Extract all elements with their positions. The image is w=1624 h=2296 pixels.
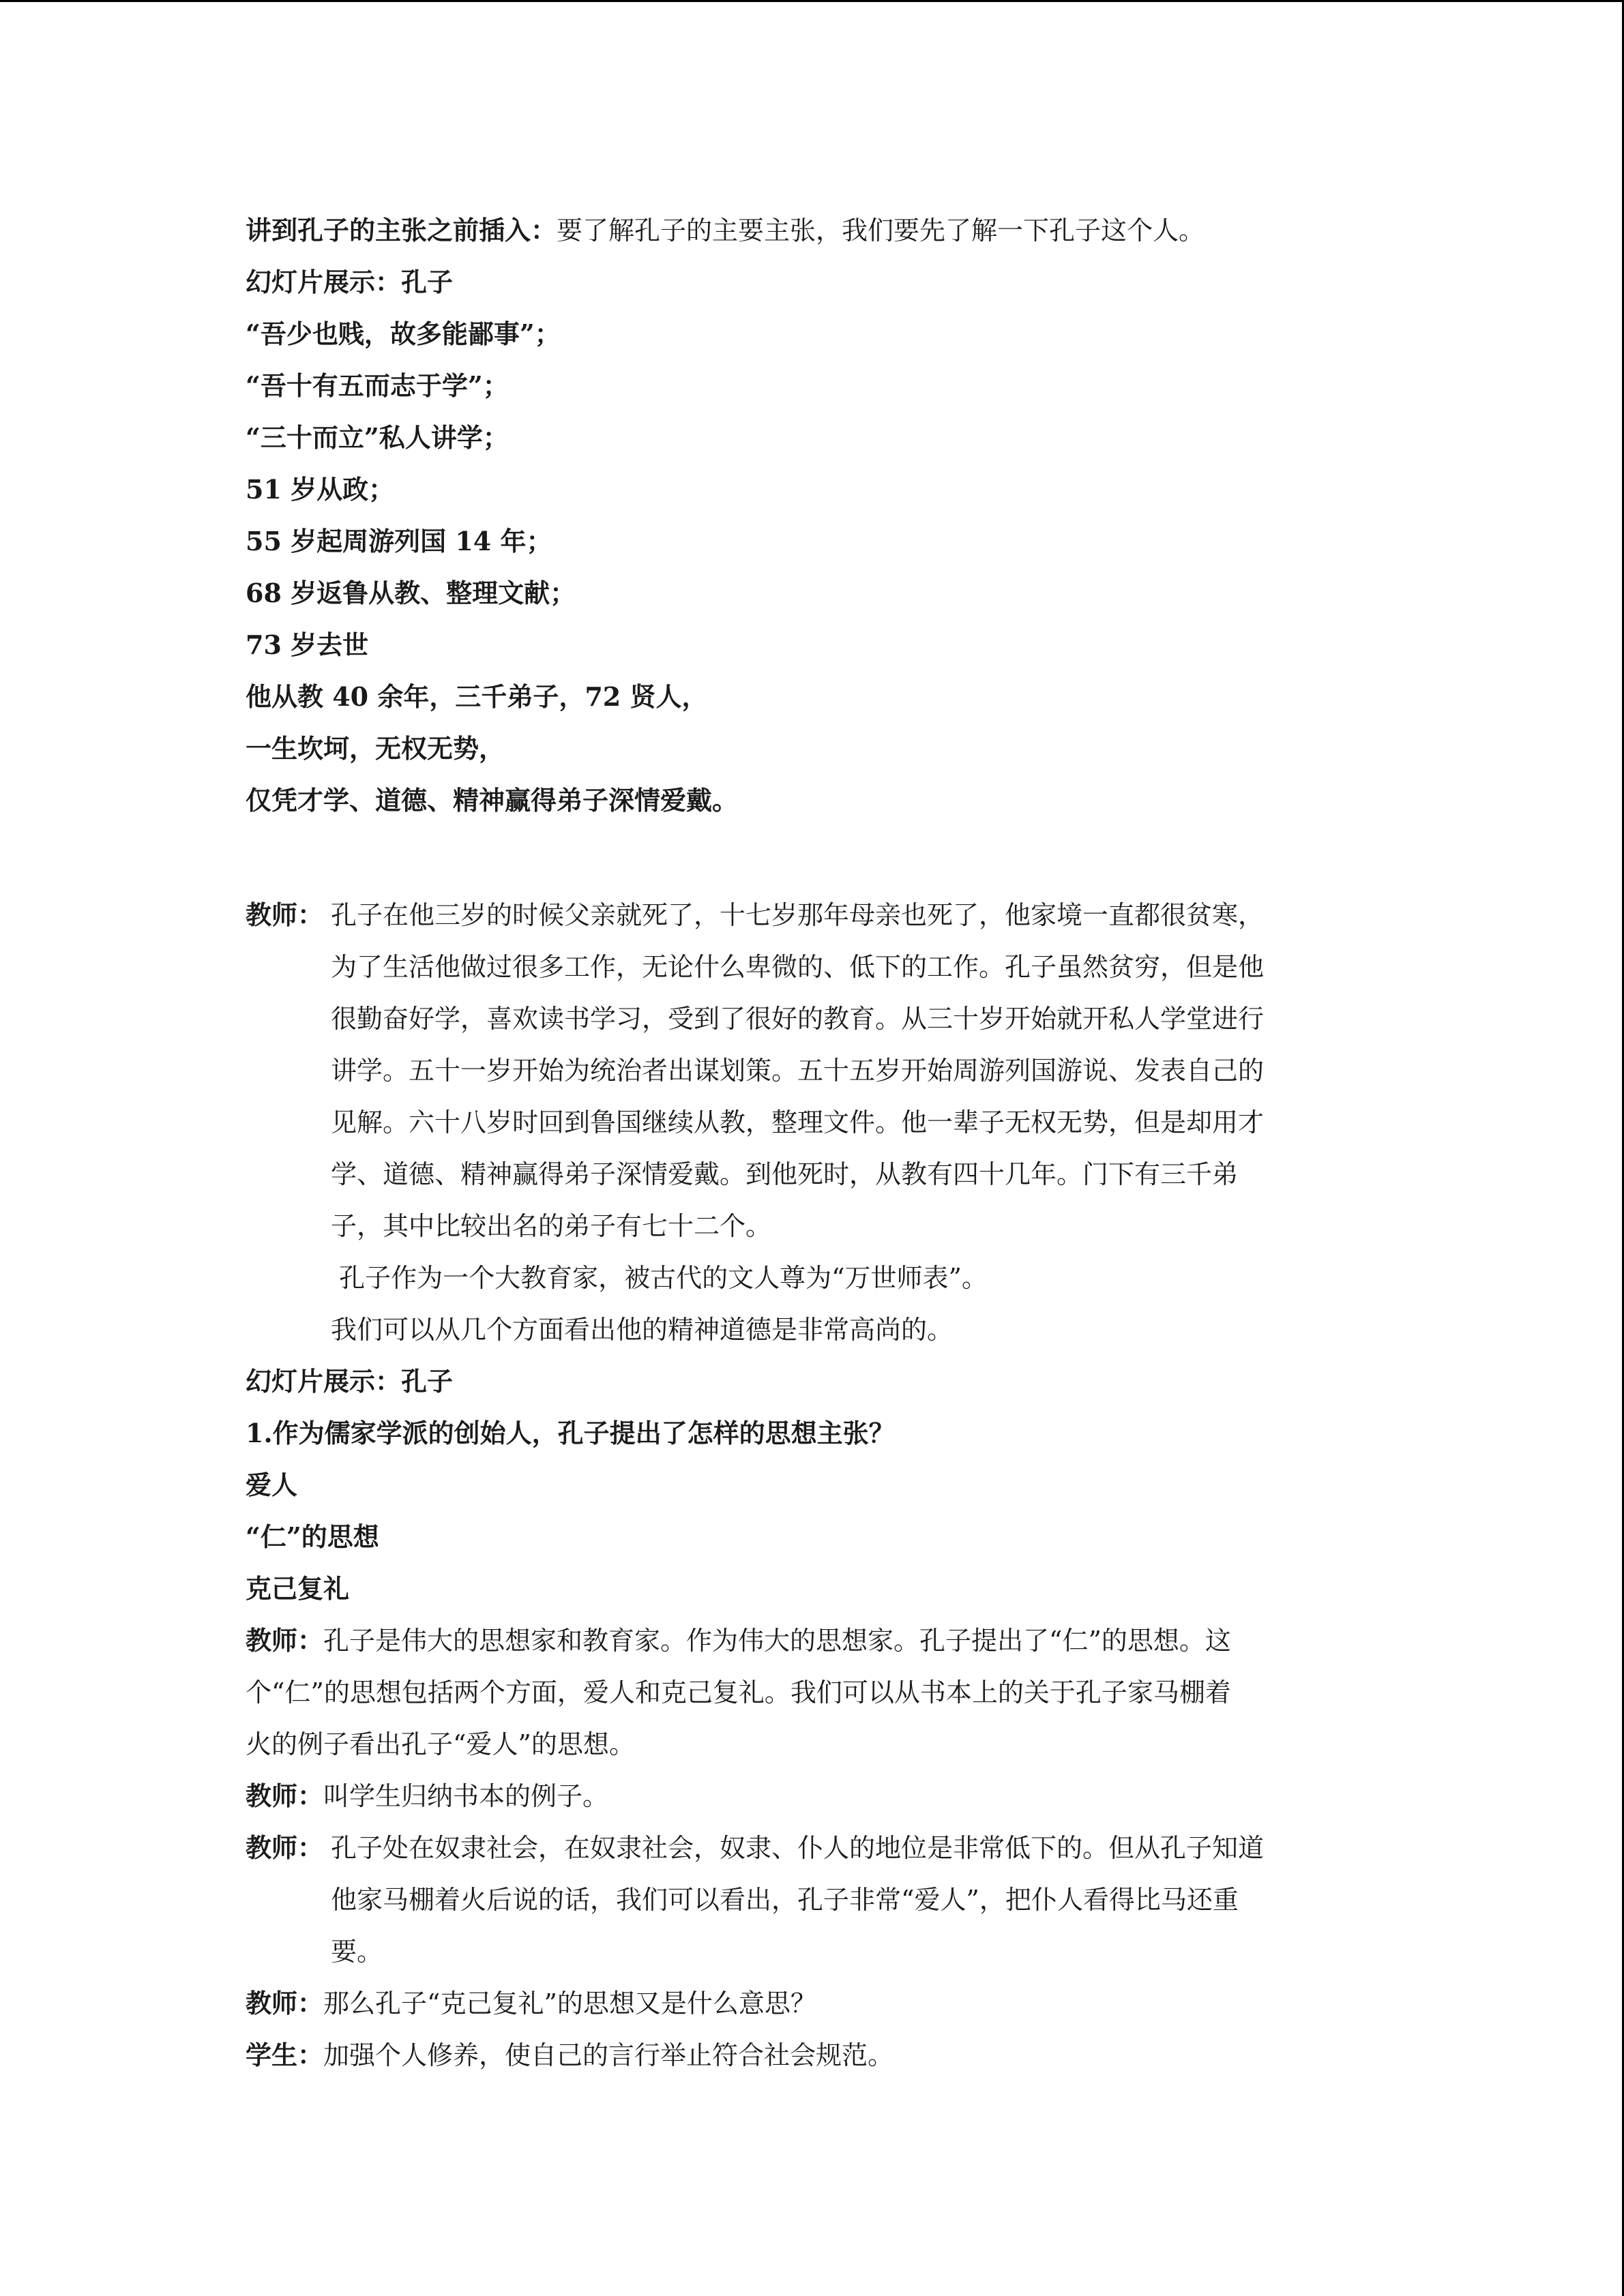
slide-question: 1.作为儒家学派的创始人，孔子提出了怎样的思想主张？ — [246, 1418, 895, 1448]
quote-line-1: “吾少也贱，故多能鄙事”； — [246, 318, 561, 349]
paragraph-body — [246, 889, 1371, 1356]
student-paragraph — [246, 2029, 1371, 2081]
slide-item-2: “仁”的思想 — [246, 1521, 379, 1552]
intro-text: 要了解孔子的主要主张，我们要先了解一下孔子这个人。 — [557, 215, 1205, 245]
paragraph-text: 孔子是伟大的思想家和教育家。作为伟大的思想家。孔子提出了“仁”的思想。这 — [323, 1626, 1231, 1656]
paragraph-row — [246, 1615, 1371, 1667]
paragraph-row: 见解。六十八岁时回到鲁国继续从教，整理文件。他一辈子无权无势，但是却用才 — [331, 1107, 1265, 1137]
teacher-paragraph-2 — [246, 1615, 1371, 1770]
timeline-line-2: 55 岁起周游列国 14 年； — [246, 526, 552, 556]
paragraph-row: 讲学。五十一岁开始为统治者出谋划策。五十五岁开始周游列国游说、发表自己的 — [331, 1056, 1265, 1086]
paragraph-body — [246, 1822, 1371, 1978]
teacher-paragraph-4 — [246, 1822, 1371, 1978]
slide-item-3: 克己复礼 — [246, 1573, 350, 1604]
paragraph-row: 孔子作为一个大教育家，被古代的文人尊为“万世师表”。 — [331, 1263, 988, 1293]
summary-line-1: 他从教 40 余年，三千弟子，72 贤人， — [246, 681, 708, 712]
paragraph-row: 个“仁”的思想包括两个方面，爱人和克己复礼。我们可以从书本上的关于孔子家马棚着 — [246, 1678, 1231, 1708]
spacer — [246, 826, 1371, 889]
paragraph-row: 火的例子看出孔子“爱人”的思想。 — [246, 1729, 635, 1759]
page-border-top — [0, 0, 1624, 2]
paragraph-row: 孔子在他三岁的时候父亲就死了，十七岁那年母亲也死了，他家境一直都很贫寒， — [331, 900, 1265, 930]
intro-line — [246, 205, 1371, 256]
paragraph-row: 我们可以从几个方面看出他的精神道德是非常高尚的。 — [331, 1315, 954, 1345]
speaker-label: 教师： — [246, 1832, 324, 1863]
teacher-paragraph-3 — [246, 1770, 1371, 1822]
speaker-label: 教师： — [246, 1780, 324, 1811]
timeline-line-3: 68 岁返鲁从教、整理文献； — [246, 578, 576, 608]
intro-label: 讲到孔子的主张之前插入： — [246, 215, 557, 245]
document-body — [246, 205, 1371, 2081]
slide-title-1: 幻灯片展示：孔子 — [246, 267, 454, 297]
paragraph-text: 加强个人修养，使自己的言行举止符合社会规范。 — [323, 2040, 894, 2070]
speaker-label: 教师： — [246, 899, 324, 930]
timeline-line-4: 73 岁去世 — [246, 629, 369, 660]
summary-line-3: 仅凭才学、道德、精神赢得弟子深情爱戴。 — [246, 785, 739, 816]
paragraph-row: 孔子处在奴隶社会，在奴隶社会，奴隶、仆人的地位是非常低下的。但从孔子知道 — [331, 1833, 1265, 1863]
teacher-paragraph-5 — [246, 1978, 1371, 2029]
paragraph-row: 学、道德、精神赢得弟子深情爱戴。到他死时，从教有四十几年。门下有三千弟 — [331, 1159, 1239, 1189]
speaker-label: 教师： — [246, 1988, 324, 2018]
teacher-paragraph-1 — [246, 889, 1371, 1356]
paragraph-row: 为了生活他做过很多工作，无论什么卑微的、低下的工作。孔子虽然贫穷，但是他 — [331, 952, 1265, 982]
paragraph-row: 子，其中比较出名的弟子有七十二个。 — [331, 1211, 772, 1241]
paragraph-row: 很勤奋好学，喜欢读书学习，受到了很好的教育。从三十岁开始就开私人学堂进行 — [331, 1004, 1265, 1034]
quote-line-2: “吾十有五而志于学”； — [246, 370, 509, 401]
quote-line-3: “三十而立”私人讲学； — [246, 422, 509, 453]
summary-line-2: 一生坎坷，无权无势， — [246, 733, 505, 764]
paragraph-row: 他家马棚着火后说的话，我们可以看出，孔子非常“爱人”，把仆人看得比马还重 — [331, 1885, 1239, 1915]
slide-title-2: 幻灯片展示：孔子 — [246, 1366, 454, 1397]
paragraph-text: 那么孔子“克己复礼”的思想又是什么意思？ — [323, 1988, 816, 2018]
speaker-label: 学生： — [246, 2040, 324, 2070]
paragraph-text: 叫学生归纳书本的例子。 — [323, 1781, 609, 1811]
speaker-label: 教师： — [246, 1625, 324, 1656]
paragraph-row: 要。 — [331, 1937, 383, 1967]
slide-item-1: 爱人 — [246, 1470, 298, 1500]
timeline-line-1: 51 岁从政； — [246, 474, 395, 505]
